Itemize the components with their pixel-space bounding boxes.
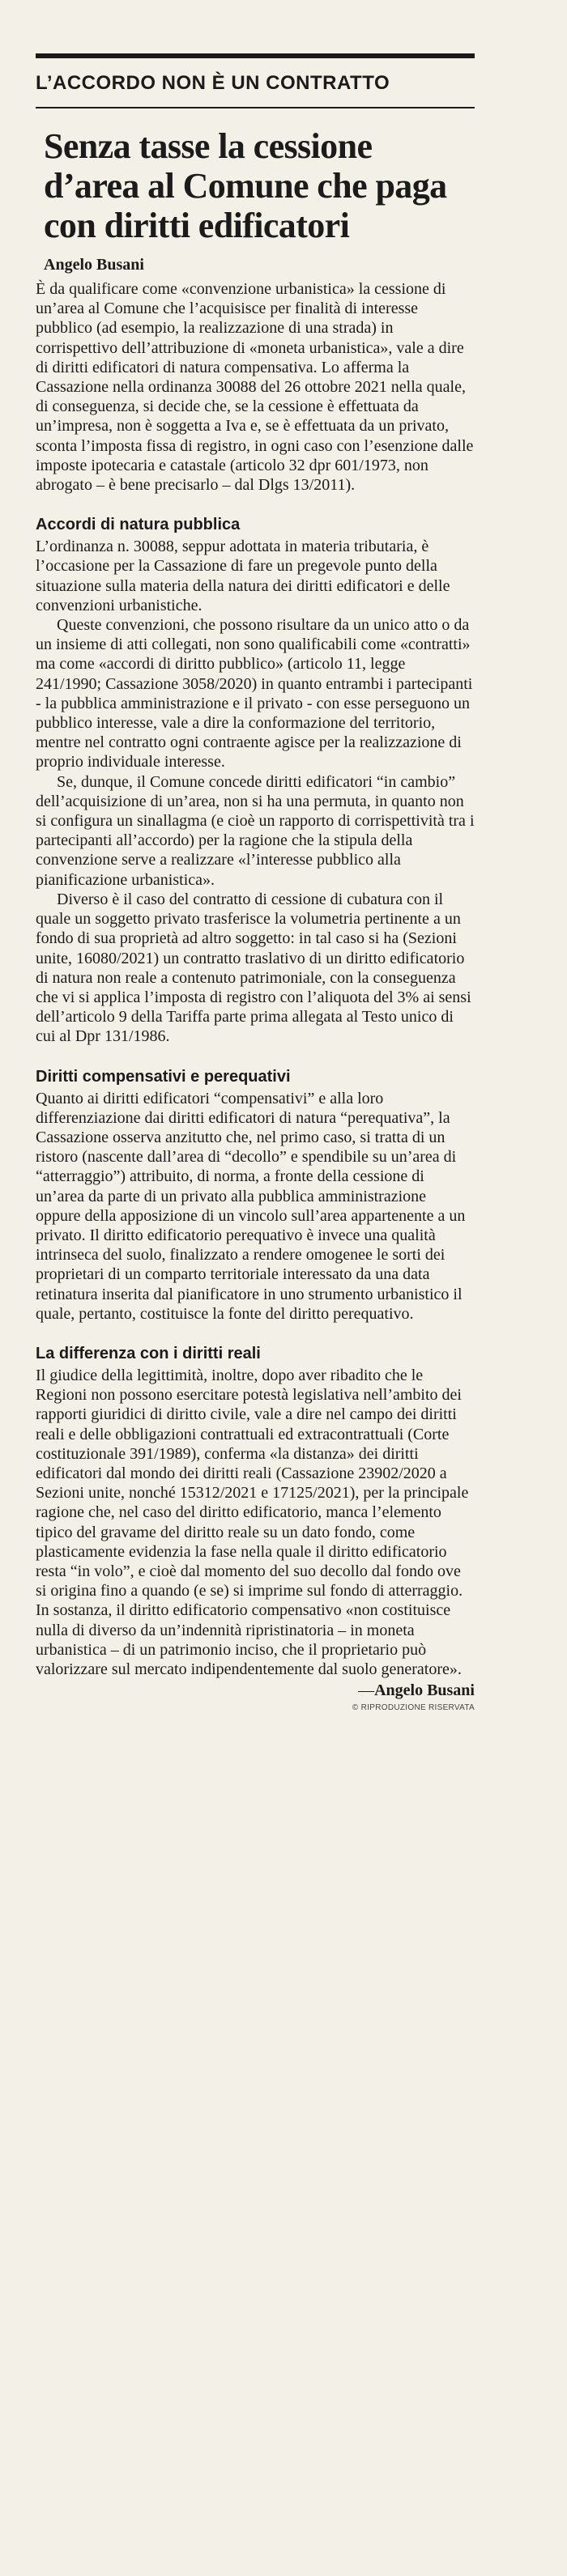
paragraph: Se, dunque, il Comune concede diritti edificatori “in cambio” dell’acquisizione di un’area, non si ha una permuta, in quanto non si configura un sinallagma (e cioè un rapporto di corrispettività tra i partecipanti all’accordo) per la ragione che la stipula della convenzione serve a realizzare «l’interesse pubblico alla pianificazione urbanistica».	[36, 772, 475, 889]
article-body	[36, 279, 475, 1679]
signature-dash: —	[358, 1681, 375, 1700]
headline: Senza tasse la cessione d’area al Comune che paga con diritti edificatori	[44, 126, 447, 245]
paragraph: Quanto ai diritti edificatori “compensativi” e alla loro differenziazione dai diritti edificatori di natura “perequativa”, la Cassazione osserva anzitutto che, nel primo caso, si tratta di un ristoro (nascente dall’area di “decollo” e spendibile su un’area di “atterraggio”) attribuito, di norma, a fronte della cessione di un’area da parte di un privato alla pubblica amministrazione oppure della apposizione di un vincolo sull’area appartenente a un privato. Il diritto edificatorio perequativo è invece una qualità intrinseca del suolo, finalizzato a rendere omogenee le sorti dei proprietari di un comparto territoriale interessato da una data retinatura inserita dal pianificatore in uno strumento urbanistico il quale, pertanto, costituisce la fonte del diritto perequativo.	[36, 1089, 466, 1323]
paragraph: Il giudice della legittimità, inoltre, dopo aver ribadito che le Regioni non possono esercitare potestà legislativa nell’ambito dei rapporti giuridici di diritto civile, vale a dire nel campo dei diritti reali e delle obbligazioni contrattuali ed extracontrattuali (Corte costituzionale 391/1989), conferma «la distanza» dei diritti edificatori dal mondo dei diritti reali (Cassazione 23902/2020 a Sezioni unite, nonché 15312/2021 e 17125/2021), per la principale ragione che, nel caso del diritto edificatorio, manca l’elemento tipico del gravame del diritto reale su un dato fondo, come plasticamente evidenzia la fase nella quale il diritto edificatorio resta “in volo”, e cioè dal momento del suo decollo dal fondo ove si origina fino a quando (e se) si imprime sul fondo di atterraggio. In sostanza, il diritto edificatorio compensativo «non costituisce nulla di diverso da un’indennità ripristinatoria – in moneta urbanistica – di un patrimonio inciso, che il proprietario può valorizzare sul mercato indipendentemente dal suolo generatore».	[36, 1366, 469, 1678]
paragraph: Queste convenzioni, che possono risultare da un unico atto o da un insieme di atti collegati, non sono qualificabili come «contratti» ma come «accordi di diritto pubblico» (articolo 11, legge 241/1990; Cassazione 3058/2020) in quanto entrambi i partecipanti - la pubblica amministrazione e il privato - con esse perseguono un pubblico interesse, vale a dire la conformazione del territorio, mentre nel contratto ogni contraente agisce per la realizzazione di proprio individuale interesse.	[36, 616, 473, 772]
kicker: L’ACCORDO NON È UN CONTRATTO	[36, 72, 390, 94]
byline: Angelo Busani	[44, 256, 144, 274]
top-rule	[36, 53, 475, 58]
copyright-notice: © RIPRODUZIONE RISERVATA	[352, 1703, 475, 1713]
paragraph: Diverso è il caso del contratto di cessione di cubatura con il quale un soggetto privato trasferisce la volumetria pertinente a un fondo di sua proprietà ad altro soggetto: in tal caso si ha (Sezioni unite, 16080/2021) un contratto traslativo di un diritto edificatorio di natura non reale a contenuto patrimoniale, con la conseguenza che vi si applica l’imposta di registro con l’aliquota del 3% ai sensi dell’articolo 9 della Tariffa parte prima allegata al Testo unico di cui al Dpr 131/1986.	[36, 890, 471, 1046]
paragraph: L’ordinanza n. 30088, seppur adottata in materia tributaria, è l’occasione per la Cassazione di fare un pregevole punto della situazione sulla materia della natura dei diritti edificatori e delle convenzioni urbanistiche.	[36, 538, 450, 614]
signature	[36, 1681, 475, 1700]
kicker-rule	[36, 107, 475, 108]
subhead-differenza: La differenza con i diritti reali	[36, 1344, 261, 1362]
article	[36, 53, 475, 1712]
subhead-accordi: Accordi di natura pubblica	[36, 516, 241, 534]
subhead-diritti-compensativi: Diritti compensativi e perequativi	[36, 1067, 291, 1086]
signature-name: Angelo Busani	[374, 1681, 475, 1700]
paragraph-lead: È da qualificare come «convenzione urbanistica» la cessione di un’area al Comune che l’acquisisce per finalità di interesse pubblico (ad esempio, la realizzazione di una strada) in corrispettivo dell’attribuzione di «moneta urbanistica», vale a dire di diritti edificatori di natura compensativa. Lo afferma la Cassazione nella ordinanza 30088 del 26 ottobre 2021 nella quale, di conseguenza, si decide che, se la cessione è effettuata da un’impresa, non è soggetta a Iva e, se è effettuata da un privato, sconta l’imposta fissa di registro, in ogni caso con l’esenzione dalle imposte ipotecaria e catastale (articolo 32 dpr 601/1973, non abrogato – è bene precisarlo – dal Dlgs 13/2011).	[36, 280, 474, 495]
